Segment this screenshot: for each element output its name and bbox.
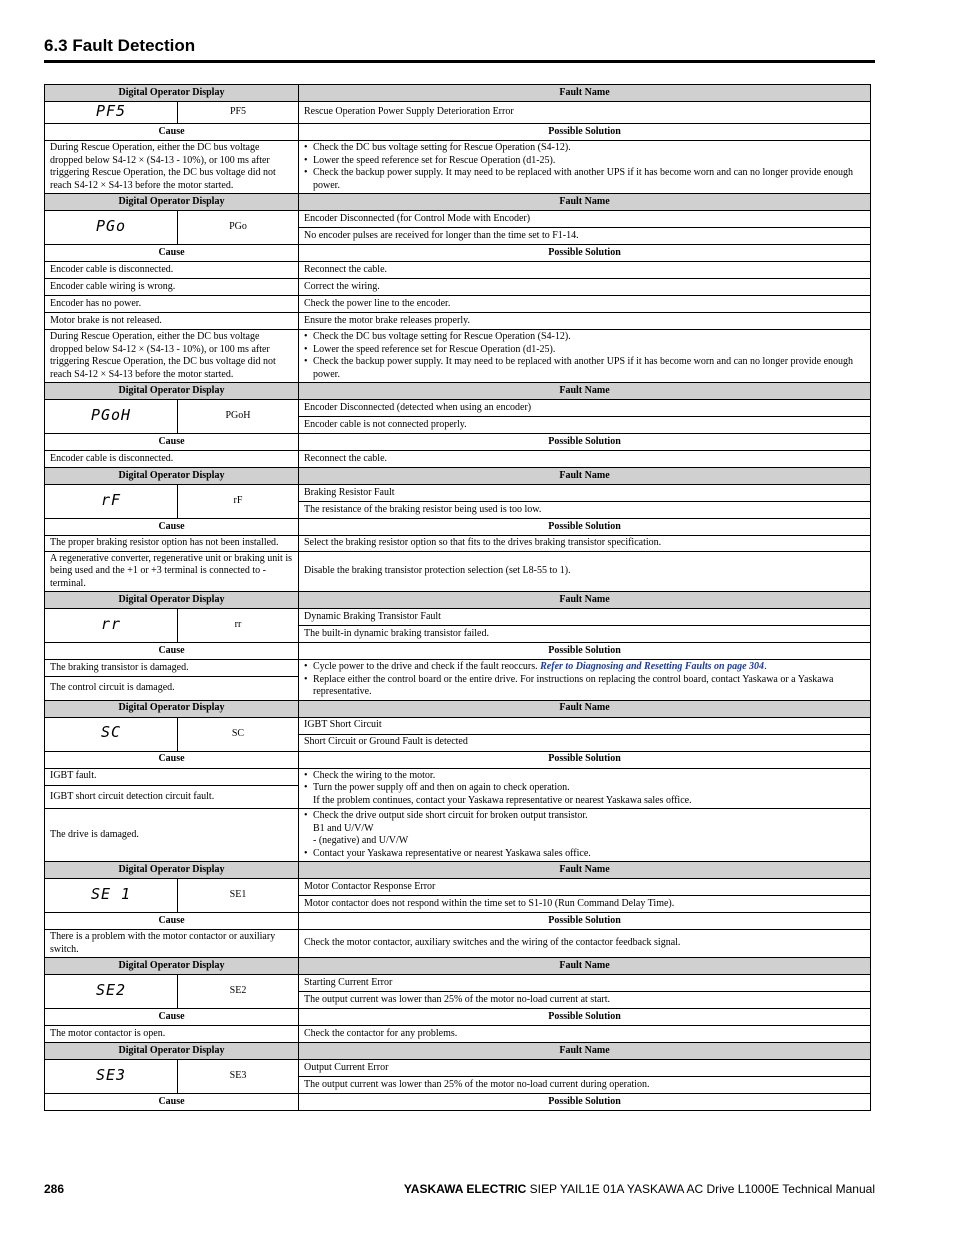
cause-row <box>45 296 871 313</box>
solution: Select the braking resistor option so that fits to the drives braking transistor specification. <box>299 536 871 552</box>
fault-row-pgoh <box>45 400 871 417</box>
fault-row-pf5 <box>45 102 871 124</box>
fault-code: rr <box>178 609 299 643</box>
operator-display-pgo: PGo <box>45 211 178 245</box>
solution-item: • Lower the speed reference set for Rescue Operation (d1-25). <box>304 344 865 357</box>
solution: Disable the braking transistor protection selection (set L8-55 to 1). <box>299 551 871 592</box>
fault-name: Output Current Error <box>299 1060 871 1077</box>
solution-item: • Contact your Yaskawa representative or nearest Yaskawa sales office. <box>304 848 865 861</box>
cause-header: Cause <box>45 1009 299 1026</box>
solution <box>299 768 871 809</box>
solution-item: • Check the backup power supply. It may need to be replaced with another UPS if it has become worn and can no longer provide enough power. <box>304 167 865 192</box>
fault-name-header: Fault Name <box>299 85 871 102</box>
fault-name: Dynamic Braking Transistor Fault <box>299 609 871 626</box>
fault-name-header: Fault Name <box>299 468 871 485</box>
fault-code: SC <box>178 717 299 751</box>
fault-name-header: Fault Name <box>299 1043 871 1060</box>
cause: IGBT fault. <box>45 768 299 785</box>
display-header: Digital Operator Display <box>45 194 299 211</box>
cause: IGBT short circuit detection circuit fault. <box>45 785 299 808</box>
header-row <box>45 383 871 400</box>
cause-row <box>45 768 871 785</box>
cause-header: Cause <box>45 913 299 930</box>
solution: Reconnect the cable. <box>299 262 871 279</box>
solution-header: Possible Solution <box>299 913 871 930</box>
cause-row <box>45 809 871 862</box>
cause-row <box>45 313 871 330</box>
solution-header: Possible Solution <box>299 434 871 451</box>
operator-display-pgoh: PGoH <box>45 400 178 434</box>
cause-row <box>45 141 871 194</box>
cause: The control circuit is damaged. <box>45 677 299 701</box>
fault-name: Encoder Disconnected (detected when using an encoder) <box>299 400 871 417</box>
cause-header: Cause <box>45 245 299 262</box>
cause: Encoder cable wiring is wrong. <box>45 279 299 296</box>
page-number: 286 <box>44 1182 65 1196</box>
manual-name: SIEP YAIL1E 01A YASKAWA AC Drive L1000E Technical Manual <box>526 1182 875 1196</box>
display-header: Digital Operator Display <box>45 383 299 400</box>
operator-display-pf5: PF5 <box>45 102 178 124</box>
solution-item: • Check the backup power supply. It may need to be replaced with another UPS if it has become worn and can no longer provide enough power. <box>304 356 865 381</box>
solution-header: Possible Solution <box>299 245 871 262</box>
cause-header: Cause <box>45 643 299 660</box>
subheader-row <box>45 124 871 141</box>
solution <box>299 809 871 862</box>
cause: Encoder cable is disconnected. <box>45 451 299 468</box>
fault-code: PF5 <box>178 102 299 124</box>
solution-item: • Check the wiring to the motor. <box>304 770 865 783</box>
cause: The motor contactor is open. <box>45 1026 299 1043</box>
cause-row <box>45 536 871 552</box>
header-row <box>45 700 871 717</box>
solution: Check the contactor for any problems. <box>299 1026 871 1043</box>
solution-header: Possible Solution <box>299 643 871 660</box>
header-row <box>45 958 871 975</box>
solution-item: • Check the DC bus voltage setting for Rescue Operation (S4-12). <box>304 142 865 155</box>
fault-code: rF <box>178 485 299 519</box>
fault-description: The output current was lower than 25% of the motor no-load current during operation. <box>299 1077 871 1094</box>
display-header: Digital Operator Display <box>45 85 299 102</box>
fault-description: The resistance of the braking resistor being used is too low. <box>299 502 871 519</box>
fault-code: SE3 <box>178 1060 299 1094</box>
fault-description: Motor contactor does not respond within the time set to S1-10 (Run Command Delay Time). <box>299 896 871 913</box>
display-header: Digital Operator Display <box>45 958 299 975</box>
fault-row-pgo <box>45 211 871 228</box>
solution: Check the motor contactor, auxiliary switches and the wiring of the contactor feedback signal. <box>299 930 871 958</box>
operator-display-rr: rr <box>45 609 178 643</box>
fault-code: SE2 <box>178 975 299 1009</box>
fault-name: Rescue Operation Power Supply Deterioration Error <box>299 102 871 124</box>
display-header: Digital Operator Display <box>45 862 299 879</box>
fault-code: PGoH <box>178 400 299 434</box>
cause: Encoder has no power. <box>45 296 299 313</box>
fault-code: PGo <box>178 211 299 245</box>
cause-row <box>45 1026 871 1043</box>
solution: Correct the wiring. <box>299 279 871 296</box>
cause-header: Cause <box>45 751 299 768</box>
cause: The braking transistor is damaged. <box>45 660 299 677</box>
header-row <box>45 1043 871 1060</box>
fault-description: Short Circuit or Ground Fault is detected <box>299 734 871 751</box>
fault-table <box>44 84 871 1111</box>
manual-title <box>404 1182 875 1196</box>
solution <box>299 141 871 194</box>
header-row <box>45 862 871 879</box>
fault-row-rf <box>45 485 871 502</box>
cause-header: Cause <box>45 1094 299 1111</box>
subheader-row <box>45 913 871 930</box>
fault-name: Motor Contactor Response Error <box>299 879 871 896</box>
solution-header: Possible Solution <box>299 519 871 536</box>
fault-description: No encoder pulses are received for longer than the time set to F1-14. <box>299 228 871 245</box>
cause-row <box>45 279 871 296</box>
fault-name: IGBT Short Circuit <box>299 717 871 734</box>
fault-name-header: Fault Name <box>299 958 871 975</box>
cause-row <box>45 330 871 383</box>
header-row <box>45 468 871 485</box>
cause: There is a problem with the motor contactor or auxiliary switch. <box>45 930 299 958</box>
subheader-row <box>45 1094 871 1111</box>
display-header: Digital Operator Display <box>45 468 299 485</box>
display-header: Digital Operator Display <box>45 1043 299 1060</box>
fault-row-rr <box>45 609 871 626</box>
cause-header: Cause <box>45 519 299 536</box>
solution-item: • Lower the speed reference set for Rescue Operation (d1-25). <box>304 155 865 168</box>
operator-display-rf: rF <box>45 485 178 519</box>
operator-display-se3: SE3 <box>45 1060 178 1094</box>
fault-name-header: Fault Name <box>299 592 871 609</box>
fault-description: Encoder cable is not connected properly. <box>299 417 871 434</box>
solution-item: • Check the DC bus voltage setting for Rescue Operation (S4-12). <box>304 331 865 344</box>
title-rule <box>44 60 875 63</box>
header-row <box>45 85 871 102</box>
solution-item: • Cycle power to the drive and check if the fault reoccurs. Refer to Diagnosing and Resetting Faults on page 304. <box>304 661 865 674</box>
solution-header: Possible Solution <box>299 1009 871 1026</box>
subheader-row <box>45 434 871 451</box>
display-header: Digital Operator Display <box>45 700 299 717</box>
fault-name: Encoder Disconnected (for Control Mode with Encoder) <box>299 211 871 228</box>
cause-row <box>45 451 871 468</box>
cause: The drive is damaged. <box>45 809 299 862</box>
cause-header: Cause <box>45 124 299 141</box>
fault-row-se2 <box>45 975 871 992</box>
cause: During Rescue Operation, either the DC bus voltage dropped below S4-12 × (S4-13 - 10%), or 100 ms after triggering Rescue Operation, the DC bus voltage did not reach S4-12 × S4-13 before the motor started. <box>45 330 299 383</box>
cause-row <box>45 660 871 677</box>
fault-description: The built-in dynamic braking transistor failed. <box>299 626 871 643</box>
subheader-row <box>45 519 871 536</box>
fault-name-header: Fault Name <box>299 862 871 879</box>
display-header: Digital Operator Display <box>45 592 299 609</box>
operator-display-se2: SE2 <box>45 975 178 1009</box>
subheader-row <box>45 751 871 768</box>
subheader-row <box>45 245 871 262</box>
cause-row <box>45 930 871 958</box>
solution-header: Possible Solution <box>299 751 871 768</box>
brand-name: YASKAWA ELECTRIC <box>403 1182 527 1196</box>
cause-header: Cause <box>45 434 299 451</box>
section-title: 6.3 Fault Detection <box>44 36 196 55</box>
solution-header: Possible Solution <box>299 1094 871 1111</box>
solution-item: • Turn the power supply off and then on again to check operation. If the problem continues, contact your Yaskawa representative or nearest Yaskawa sales office. <box>304 782 865 807</box>
header-row <box>45 194 871 211</box>
solution: Reconnect the cable. <box>299 451 871 468</box>
cause-row <box>45 551 871 592</box>
fault-row-sc <box>45 717 871 734</box>
fault-row-se1 <box>45 879 871 896</box>
header-row <box>45 592 871 609</box>
operator-display-se1: SE 1 <box>45 879 178 913</box>
cause: A regenerative converter, regenerative unit or braking unit is being used and the +1 or +3 terminal is connected to - terminal. <box>45 551 299 592</box>
cause: Motor brake is not released. <box>45 313 299 330</box>
fault-name: Braking Resistor Fault <box>299 485 871 502</box>
solution: Ensure the motor brake releases properly. <box>299 313 871 330</box>
solution: Check the power line to the encoder. <box>299 296 871 313</box>
solution <box>299 660 871 701</box>
fault-description: The output current was lower than 25% of the motor no-load current at start. <box>299 992 871 1009</box>
solution-item: • Check the drive output side short circuit for broken output transistor. B1 and U/V/W - (negative) and U/V/W <box>304 810 865 848</box>
cause: During Rescue Operation, either the DC bus voltage dropped below S4-12 × (S4-13 - 10%), or 100 ms after triggering Rescue Operation, the DC bus voltage did not reach S4-12 × S4-13 before the motor started. <box>45 141 299 194</box>
solution-header: Possible Solution <box>299 124 871 141</box>
operator-display-sc: SC <box>45 717 178 751</box>
fault-code: SE1 <box>178 879 299 913</box>
fault-name-header: Fault Name <box>299 383 871 400</box>
fault-row-se3 <box>45 1060 871 1077</box>
fault-name-header: Fault Name <box>299 194 871 211</box>
cause-row <box>45 262 871 279</box>
fault-name: Starting Current Error <box>299 975 871 992</box>
subheader-row <box>45 643 871 660</box>
cause: The proper braking resistor option has not been installed. <box>45 536 299 552</box>
fault-name-header: Fault Name <box>299 700 871 717</box>
subheader-row <box>45 1009 871 1026</box>
cause: Encoder cable is disconnected. <box>45 262 299 279</box>
solution <box>299 330 871 383</box>
page-reference-link[interactable]: Refer to Diagnosing and Resetting Faults on page 304 <box>540 661 765 672</box>
solution-item: • Replace either the control board or the entire drive. For instructions on replacing the control board, contact Yaskawa or a Yaskawa representative. <box>304 674 865 699</box>
